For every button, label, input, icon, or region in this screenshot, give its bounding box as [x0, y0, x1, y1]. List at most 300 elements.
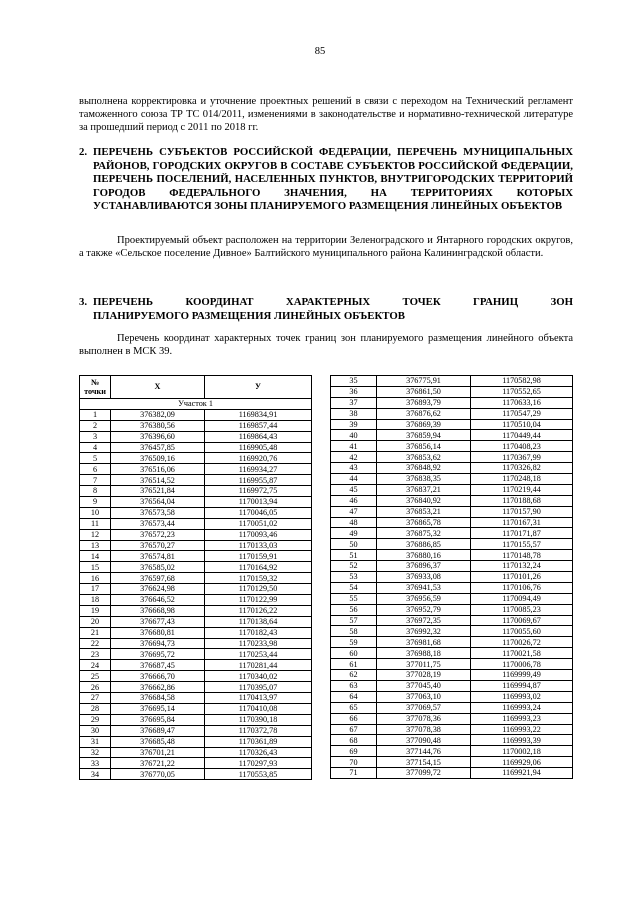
table-row: [80, 758, 312, 769]
y-coordinate: 1169994,87: [471, 680, 573, 691]
table-row: [331, 615, 573, 626]
x-coordinate: 376646,52: [111, 595, 205, 606]
point-number: 31: [80, 736, 111, 747]
point-number: 56: [331, 604, 377, 615]
x-coordinate: 376695,72: [111, 649, 205, 660]
table-row: [331, 670, 573, 681]
point-number: 2: [80, 420, 111, 431]
point-number: 23: [80, 649, 111, 660]
x-coordinate: 377078,36: [377, 713, 471, 724]
point-number: 14: [80, 551, 111, 562]
table-row: [80, 409, 312, 420]
y-coordinate: 1169999,49: [471, 670, 573, 681]
y-coordinate: 1169934,27: [205, 464, 312, 475]
point-number: 52: [331, 561, 377, 572]
point-number: 12: [80, 529, 111, 540]
y-coordinate: 1170408,23: [471, 441, 573, 452]
x-coordinate: 376981,68: [377, 637, 471, 648]
y-coordinate: 1170133,03: [205, 540, 312, 551]
x-coordinate: 376933,08: [377, 572, 471, 583]
point-number: 47: [331, 506, 377, 517]
x-coordinate: 376396,60: [111, 431, 205, 442]
table-row: [80, 486, 312, 497]
table-row: [80, 769, 312, 780]
y-coordinate: 1169955,87: [205, 475, 312, 486]
table-row: [331, 397, 573, 408]
point-number: 22: [80, 638, 111, 649]
y-coordinate: 1170553,85: [205, 769, 312, 780]
y-coordinate: 1170094,49: [471, 593, 573, 604]
point-number: 44: [331, 474, 377, 485]
x-coordinate: 376509,16: [111, 453, 205, 464]
y-coordinate: 1170326,43: [205, 747, 312, 758]
point-number: 59: [331, 637, 377, 648]
x-coordinate: 376876,62: [377, 408, 471, 419]
y-coordinate: 1170233,98: [205, 638, 312, 649]
point-number: 63: [331, 680, 377, 691]
table-row: [80, 442, 312, 453]
table-row: [331, 441, 573, 452]
point-number: 66: [331, 713, 377, 724]
table-row: [80, 507, 312, 518]
y-coordinate: 1170159,91: [205, 551, 312, 562]
y-coordinate: 1170367,99: [471, 452, 573, 463]
x-coordinate: 376695,14: [111, 703, 205, 714]
x-coordinate: 377099,72: [377, 768, 471, 779]
x-coordinate: 377028,19: [377, 670, 471, 681]
column-header-y: У: [205, 376, 312, 399]
point-number: 54: [331, 582, 377, 593]
point-number: 10: [80, 507, 111, 518]
table-row: [331, 637, 573, 648]
point-number: 45: [331, 484, 377, 495]
y-coordinate: 1170132,24: [471, 561, 573, 572]
point-number: 65: [331, 702, 377, 713]
y-coordinate: 1169864,43: [205, 431, 312, 442]
y-coordinate: 1169905,48: [205, 442, 312, 453]
x-coordinate: 376952,79: [377, 604, 471, 615]
point-number: 41: [331, 441, 377, 452]
y-coordinate: 1169921,94: [471, 768, 573, 779]
y-coordinate: 1169929,06: [471, 757, 573, 768]
point-number: 51: [331, 550, 377, 561]
section-3-heading-text: [93, 296, 573, 323]
table-row: [331, 713, 573, 724]
y-coordinate: 1170372,78: [205, 725, 312, 736]
table-row: [331, 386, 573, 397]
y-coordinate: 1170167,31: [471, 517, 573, 528]
table-row: [331, 659, 573, 670]
table-row: [80, 562, 312, 573]
column-header-x: X: [111, 376, 205, 399]
point-number: 13: [80, 540, 111, 551]
y-coordinate: 1170159,32: [205, 573, 312, 584]
point-number: 30: [80, 725, 111, 736]
table-row: [80, 464, 312, 475]
x-coordinate: 376457,85: [111, 442, 205, 453]
table-row: [331, 517, 573, 528]
y-coordinate: 1169993,24: [471, 702, 573, 713]
table-row: [80, 703, 312, 714]
x-coordinate: 376853,21: [377, 506, 471, 517]
x-coordinate: 376893,79: [377, 397, 471, 408]
x-coordinate: 376853,62: [377, 452, 471, 463]
y-coordinate: 1169857,44: [205, 420, 312, 431]
y-coordinate: 1170085,23: [471, 604, 573, 615]
point-number: 60: [331, 648, 377, 659]
point-number: 64: [331, 691, 377, 702]
point-number: 34: [80, 769, 111, 780]
table-row: [331, 550, 573, 561]
y-coordinate: 1169993,39: [471, 735, 573, 746]
y-coordinate: 1170253,44: [205, 649, 312, 660]
y-coordinate: 1170582,98: [471, 376, 573, 387]
x-coordinate: 376516,06: [111, 464, 205, 475]
y-coordinate: 1170171,87: [471, 528, 573, 539]
y-coordinate: 1169920,76: [205, 453, 312, 464]
table-row: [331, 452, 573, 463]
table-row: [331, 376, 573, 387]
table-row: [331, 506, 573, 517]
y-coordinate: 1170390,18: [205, 714, 312, 725]
table-row: [80, 529, 312, 540]
x-coordinate: 376840,92: [377, 495, 471, 506]
y-coordinate: 1170138,64: [205, 616, 312, 627]
section-3-heading-line1: ПЕРЕЧЕНЬ КООРДИНАТ ХАРАКТЕРНЫХ ТОЧЕК ГРАНИЦ ЗОН: [93, 296, 573, 308]
x-coordinate: 376572,23: [111, 529, 205, 540]
y-coordinate: 1169972,75: [205, 486, 312, 497]
x-coordinate: 376941,53: [377, 582, 471, 593]
y-coordinate: 1170410,08: [205, 703, 312, 714]
y-coordinate: 1170326,82: [471, 463, 573, 474]
x-coordinate: 376992,32: [377, 626, 471, 637]
y-coordinate: 1170026,72: [471, 637, 573, 648]
table-row: [331, 572, 573, 583]
point-number: 7: [80, 475, 111, 486]
point-number: 33: [80, 758, 111, 769]
point-number: 35: [331, 376, 377, 387]
table-row: [80, 725, 312, 736]
point-number: 28: [80, 703, 111, 714]
section-3-heading-line2: ПЛАНИРУЕМОГО РАЗМЕЩЕНИЯ ЛИНЕЙНЫХ ОБЪЕКТОВ: [93, 309, 405, 322]
table-row: [331, 691, 573, 702]
x-coordinate: 376521,84: [111, 486, 205, 497]
table-row: [80, 475, 312, 486]
table-row: [80, 605, 312, 616]
y-coordinate: 1170182,43: [205, 627, 312, 638]
table-row: [331, 593, 573, 604]
table-row: [80, 693, 312, 704]
point-number: 70: [331, 757, 377, 768]
point-number: 38: [331, 408, 377, 419]
table-row: [80, 671, 312, 682]
x-coordinate: 376685,48: [111, 736, 205, 747]
table-row: [331, 474, 573, 485]
table-row: [331, 702, 573, 713]
y-coordinate: 1170101,26: [471, 572, 573, 583]
x-coordinate: 376624,98: [111, 584, 205, 595]
table-row: [80, 616, 312, 627]
y-coordinate: 1170552,65: [471, 386, 573, 397]
x-coordinate: 376668,98: [111, 605, 205, 616]
y-coordinate: 1170547,29: [471, 408, 573, 419]
y-coordinate: 1169993,02: [471, 691, 573, 702]
x-coordinate: 377063,10: [377, 691, 471, 702]
y-coordinate: 1170188,68: [471, 495, 573, 506]
x-coordinate: 377154,15: [377, 757, 471, 768]
table-row: [331, 408, 573, 419]
section-3-heading: [79, 296, 573, 323]
point-number: 19: [80, 605, 111, 616]
table-row: [331, 768, 573, 779]
y-coordinate: 1170069,67: [471, 615, 573, 626]
x-coordinate: 376861,50: [377, 386, 471, 397]
point-number: 27: [80, 693, 111, 704]
y-coordinate: 1170157,90: [471, 506, 573, 517]
column-header-number: № точки: [80, 376, 111, 399]
table-row: [331, 430, 573, 441]
point-number: 25: [80, 671, 111, 682]
x-coordinate: 376597,68: [111, 573, 205, 584]
section-2-heading: [79, 146, 573, 214]
point-number: 43: [331, 463, 377, 474]
table-row: [80, 638, 312, 649]
y-coordinate: 1170361,89: [205, 736, 312, 747]
table-row: [331, 463, 573, 474]
table-row: [80, 551, 312, 562]
x-coordinate: 376695,84: [111, 714, 205, 725]
table-row: [331, 757, 573, 768]
section-label: Участок 1: [80, 399, 312, 410]
y-coordinate: 1169834,91: [205, 409, 312, 420]
x-coordinate: 376896,37: [377, 561, 471, 572]
x-coordinate: 376689,47: [111, 725, 205, 736]
x-coordinate: 376380,56: [111, 420, 205, 431]
y-coordinate: 1170248,18: [471, 474, 573, 485]
table-row: [80, 431, 312, 442]
y-coordinate: 1170633,16: [471, 397, 573, 408]
x-coordinate: 377069,57: [377, 702, 471, 713]
y-coordinate: 1170164,92: [205, 562, 312, 573]
point-number: 58: [331, 626, 377, 637]
y-coordinate: 1170510,04: [471, 419, 573, 430]
coordinates-table-right: [330, 375, 573, 779]
point-number: 50: [331, 539, 377, 550]
x-coordinate: 376988,18: [377, 648, 471, 659]
point-number: 69: [331, 746, 377, 757]
y-coordinate: 1170126,22: [205, 605, 312, 616]
point-number: 67: [331, 724, 377, 735]
page-number: 85: [314, 46, 326, 57]
y-coordinate: 1170219,44: [471, 484, 573, 495]
point-number: 62: [331, 670, 377, 681]
x-coordinate: 376666,70: [111, 671, 205, 682]
x-coordinate: 377090,48: [377, 735, 471, 746]
point-number: 17: [80, 584, 111, 595]
point-number: 26: [80, 682, 111, 693]
x-coordinate: 376514,52: [111, 475, 205, 486]
table-row: [80, 747, 312, 758]
table-row: [80, 497, 312, 508]
x-coordinate: 376662,86: [111, 682, 205, 693]
y-coordinate: 1170051,02: [205, 518, 312, 529]
point-number: 61: [331, 659, 377, 670]
table-row: [331, 484, 573, 495]
point-number: 24: [80, 660, 111, 671]
coordinates-table-left: [79, 375, 312, 780]
table-row: [80, 595, 312, 606]
table-row: [331, 735, 573, 746]
point-number: 46: [331, 495, 377, 506]
y-coordinate: 1170046,05: [205, 507, 312, 518]
table-row: [80, 736, 312, 747]
table-row: [331, 680, 573, 691]
point-number: 29: [80, 714, 111, 725]
point-number: 20: [80, 616, 111, 627]
point-number: 39: [331, 419, 377, 430]
table-row: [331, 604, 573, 615]
table-row: [331, 724, 573, 735]
table-row: [80, 649, 312, 660]
x-coordinate: 376694,73: [111, 638, 205, 649]
y-coordinate: 1170021,58: [471, 648, 573, 659]
x-coordinate: 376382,09: [111, 409, 205, 420]
x-coordinate: 376880,16: [377, 550, 471, 561]
y-coordinate: 1170013,94: [205, 497, 312, 508]
table-row: [80, 573, 312, 584]
table-row: [80, 518, 312, 529]
x-coordinate: 376684,58: [111, 693, 205, 704]
x-coordinate: 376775,91: [377, 376, 471, 387]
point-number: 53: [331, 572, 377, 583]
point-number: 57: [331, 615, 377, 626]
table-row: [331, 648, 573, 659]
table-header-row: [80, 376, 312, 399]
table-row: [80, 682, 312, 693]
x-coordinate: 376687,45: [111, 660, 205, 671]
table-row: [80, 420, 312, 431]
point-number: 3: [80, 431, 111, 442]
table-row: [331, 561, 573, 572]
y-coordinate: 1170002,18: [471, 746, 573, 757]
point-number: 36: [331, 386, 377, 397]
x-coordinate: 376837,21: [377, 484, 471, 495]
x-coordinate: 376859,94: [377, 430, 471, 441]
section-2-body: Проектируемый объект расположен на территории Зеленоградского и Янтарного городских округов, а также «Сельское поселение Дивное» Балтийского муниципального района Калининградской области.: [79, 235, 573, 260]
section-3-body: Перечень координат характерных точек границ зон планируемого размещения линейного объекта выполнен в МСК 39.: [79, 333, 573, 358]
point-number: 48: [331, 517, 377, 528]
x-coordinate: 376865,78: [377, 517, 471, 528]
y-coordinate: 1170055,60: [471, 626, 573, 637]
point-number: 40: [331, 430, 377, 441]
y-coordinate: 1170281,44: [205, 660, 312, 671]
x-coordinate: 377011,75: [377, 659, 471, 670]
y-coordinate: 1170449,44: [471, 430, 573, 441]
x-coordinate: 376972,35: [377, 615, 471, 626]
y-coordinate: 1170395,07: [205, 682, 312, 693]
y-coordinate: 1170093,46: [205, 529, 312, 540]
table-row: [331, 528, 573, 539]
table-row: [80, 627, 312, 638]
table-row: [331, 746, 573, 757]
point-number: 1: [80, 409, 111, 420]
y-coordinate: 1170106,76: [471, 582, 573, 593]
point-number: 42: [331, 452, 377, 463]
point-number: 6: [80, 464, 111, 475]
y-coordinate: 1170413,97: [205, 693, 312, 704]
y-coordinate: 1170148,78: [471, 550, 573, 561]
table-row: [331, 582, 573, 593]
x-coordinate: 376585,02: [111, 562, 205, 573]
x-coordinate: 377144,76: [377, 746, 471, 757]
y-coordinate: 1170129,50: [205, 584, 312, 595]
point-number: 16: [80, 573, 111, 584]
x-coordinate: 376701,21: [111, 747, 205, 758]
table-row: [331, 626, 573, 637]
point-number: 68: [331, 735, 377, 746]
section-2-heading-text: ПЕРЕЧЕНЬ СУБЪЕКТОВ РОССИЙСКОЙ ФЕДЕРАЦИИ, ПЕРЕЧЕНЬ МУНИЦИПАЛЬНЫХ РАЙОНОВ, ГОРОДСКИХ ОКРУГОВ В СОСТАВЕ СУБЪЕКТОВ РОССИЙСКОЙ ФЕДЕРАЦИИ, ПЕРЕЧЕНЬ ПОСЕЛЕНИЙ, НАСЕЛЕННЫХ ПУНКТОВ, ВНУТРИГОРОДСКИХ ТЕРРИТОРИЙ ГОРОДОВ ФЕДЕРАЛЬНОГО ЗНАЧЕНИЯ, НА ТЕРРИТОРИЯХ КОТОРЫХ УСТАНАВЛИВАЮТСЯ ЗОНЫ ПЛАНИРУЕМОГО РАЗМЕЩЕНИЯ ЛИНЕЙНЫХ ОБЪЕКТОВ: [93, 146, 573, 213]
table-row: [331, 419, 573, 430]
x-coordinate: 376770,05: [111, 769, 205, 780]
x-coordinate: 376573,44: [111, 518, 205, 529]
point-number: 15: [80, 562, 111, 573]
point-number: 9: [80, 497, 111, 508]
y-coordinate: 1170006,78: [471, 659, 573, 670]
x-coordinate: 376956,59: [377, 593, 471, 604]
point-number: 21: [80, 627, 111, 638]
section-3-number: 3.: [79, 296, 88, 308]
x-coordinate: 377078,38: [377, 724, 471, 735]
point-number: 18: [80, 595, 111, 606]
x-coordinate: 376721,22: [111, 758, 205, 769]
point-number: 32: [80, 747, 111, 758]
x-coordinate: 376848,92: [377, 463, 471, 474]
y-coordinate: 1169993,22: [471, 724, 573, 735]
intro-paragraph: выполнена корректировка и уточнение проектных решений в связи с переходом на Технический регламент таможенного союза ТР ТС 014/2011, изменениями в законодательстве и нормативно-технической литературе за прошедший период с 2011 по 2018 гг.: [79, 96, 573, 134]
y-coordinate: 1170340,02: [205, 671, 312, 682]
table-row: [80, 540, 312, 551]
table-row: [331, 539, 573, 550]
point-number: 55: [331, 593, 377, 604]
table-row: [80, 714, 312, 725]
table-section-row: [80, 399, 312, 410]
y-coordinate: 1170155,57: [471, 539, 573, 550]
point-number: 8: [80, 486, 111, 497]
x-coordinate: 376570,27: [111, 540, 205, 551]
point-number: 11: [80, 518, 111, 529]
y-coordinate: 1169993,23: [471, 713, 573, 724]
table-row: [331, 495, 573, 506]
x-coordinate: 376573,58: [111, 507, 205, 518]
x-coordinate: 376574,81: [111, 551, 205, 562]
x-coordinate: 376677,43: [111, 616, 205, 627]
x-coordinate: 376564,04: [111, 497, 205, 508]
point-number: 4: [80, 442, 111, 453]
table-row: [80, 584, 312, 595]
x-coordinate: 376875,32: [377, 528, 471, 539]
point-number: 5: [80, 453, 111, 464]
section-2-number: 2.: [79, 146, 88, 158]
x-coordinate: 376680,81: [111, 627, 205, 638]
table-row: [80, 660, 312, 671]
x-coordinate: 376838,35: [377, 474, 471, 485]
x-coordinate: 376886,85: [377, 539, 471, 550]
x-coordinate: 377045,40: [377, 680, 471, 691]
y-coordinate: 1170297,93: [205, 758, 312, 769]
table-row: [80, 453, 312, 464]
point-number: 37: [331, 397, 377, 408]
point-number: 71: [331, 768, 377, 779]
